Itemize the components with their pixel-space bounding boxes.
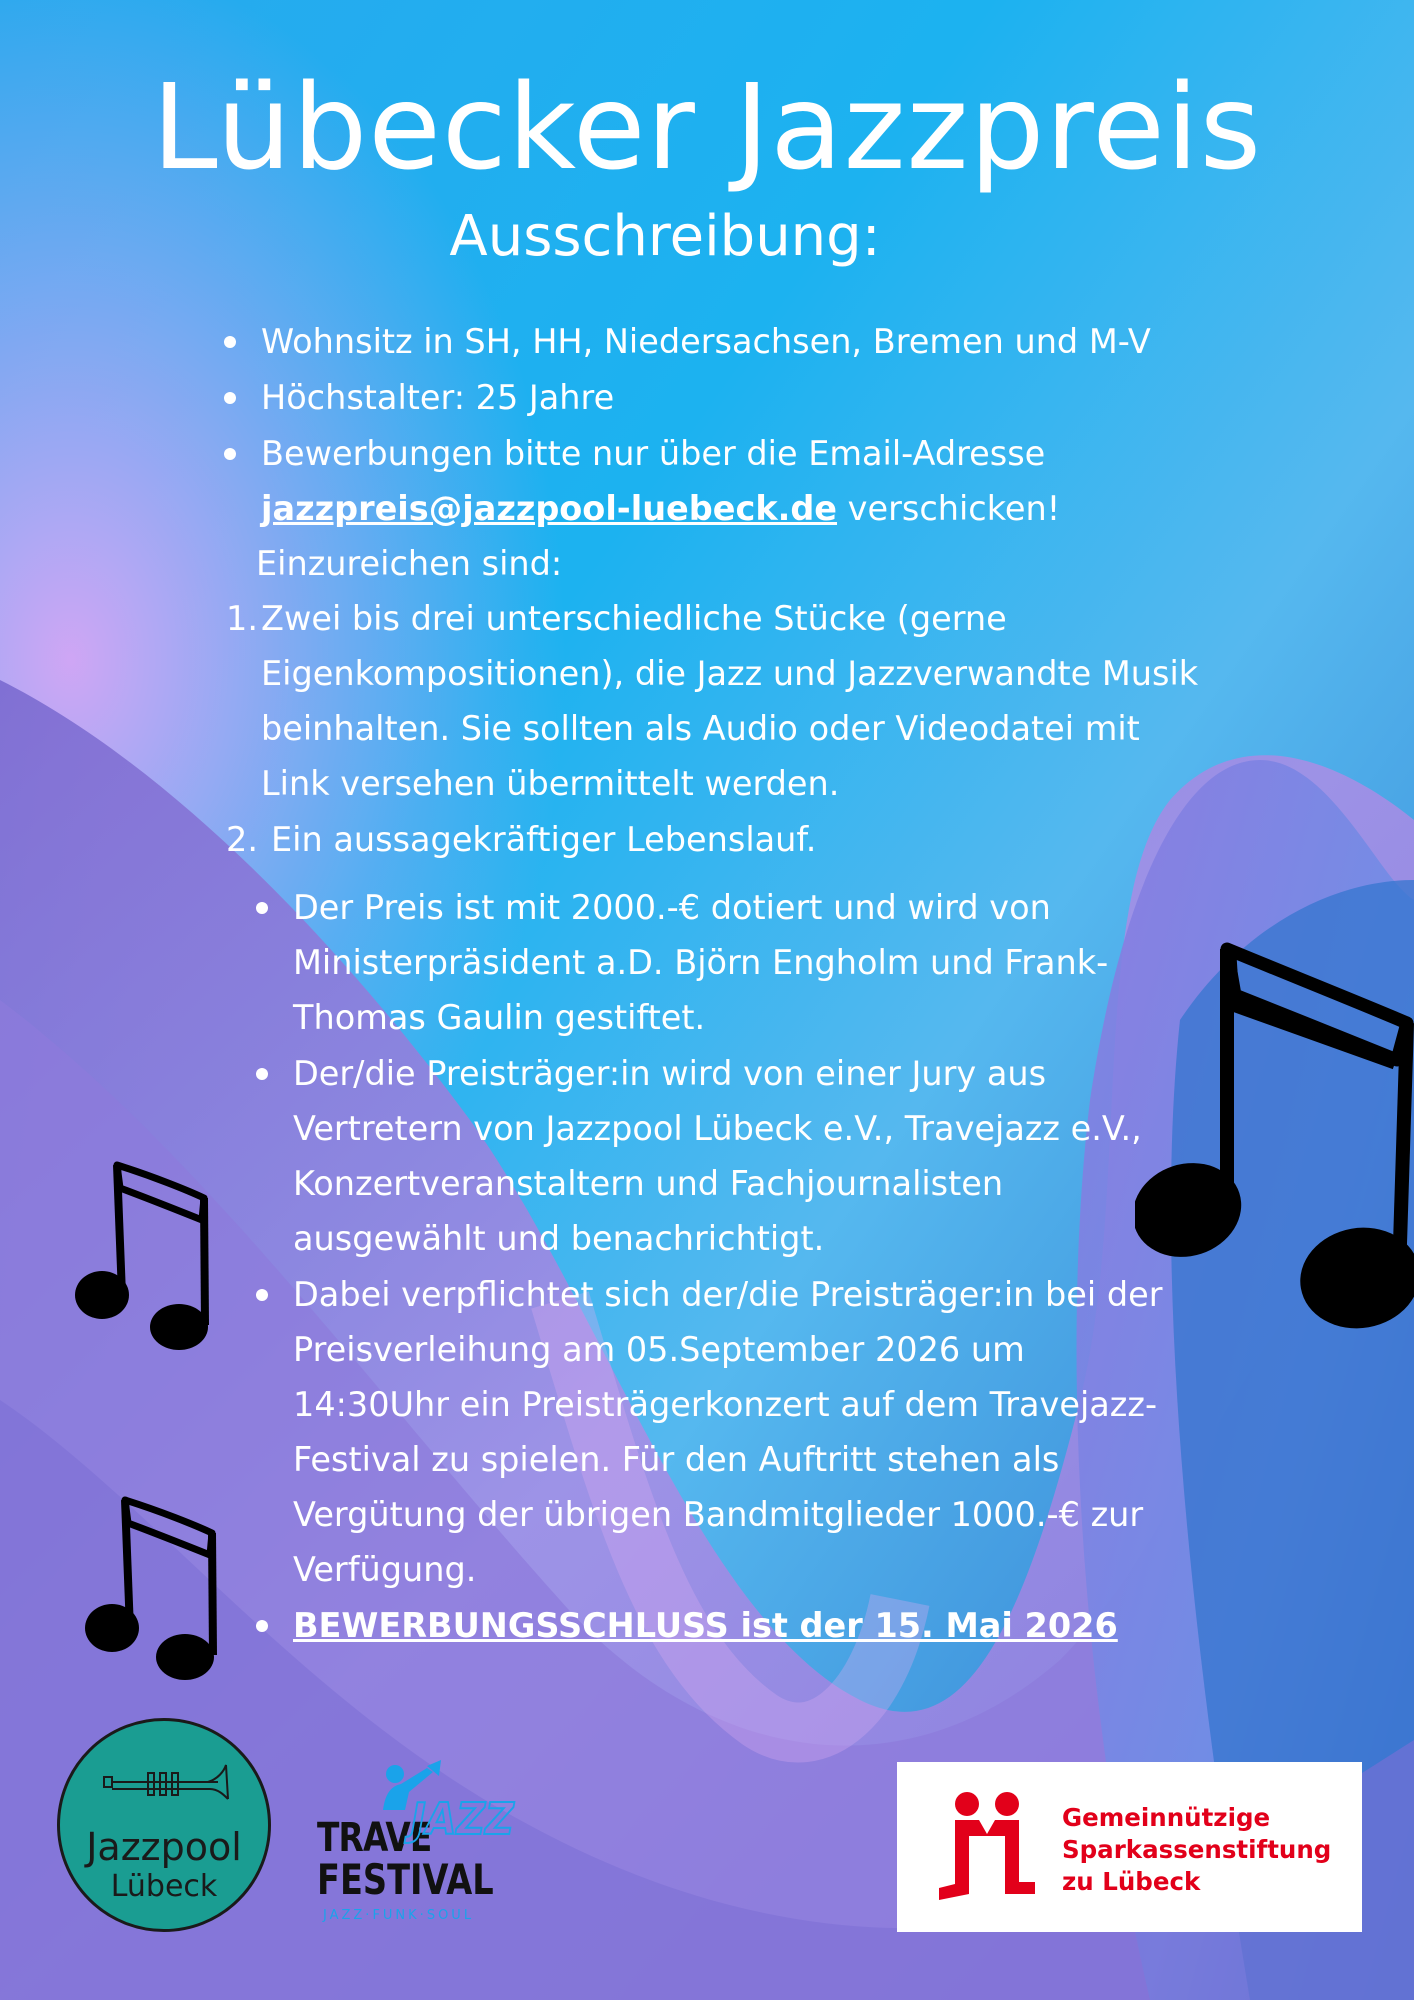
- sparkassenstiftung-line-3: zu Lübeck: [1062, 1867, 1201, 1896]
- deadline-notice: BEWERBUNGSSCHLUSS ist der 15. Mai 2026: [293, 1606, 1118, 1645]
- bullet-dot: [256, 1289, 268, 1301]
- list-number: 2.: [226, 820, 258, 859]
- page-title: Lübecker Jazzpreis: [151, 58, 1263, 196]
- detail-jury-line: Der/die Preisträger:in wird von einer Jury aus: [293, 1054, 1047, 1093]
- jazzpool-logo-name: Jazzpool: [86, 1825, 242, 1869]
- page-subtitle: Ausschreibung:: [449, 204, 881, 269]
- requirement-email-intro: Bewerbungen bitte nur über die Email-Adresse: [261, 434, 1046, 473]
- list-number: 1.: [226, 599, 258, 638]
- email-link[interactable]: jazzpreis@jazzpool-luebeck.de: [261, 489, 838, 528]
- detail-jury-line: Vertretern von Jazzpool Lübeck e.V., Travejazz e.V.,: [293, 1109, 1142, 1148]
- detail-concert-line: Vergütung der übrigen Bandmitglieder 1000.-€ zur: [293, 1495, 1144, 1534]
- submission-item-1-line: Link versehen übermittelt werden.: [261, 764, 840, 803]
- travejazz-logo-word-jazz: JAZZ: [411, 1794, 514, 1845]
- detail-prize-line: Der Preis ist mit 2000.-€ dotiert und wird von: [293, 888, 1051, 927]
- bullet-dot: [224, 336, 236, 348]
- sparkassenstiftung-logo: [897, 1762, 1362, 1932]
- bullet-dot: [256, 1068, 268, 1080]
- detail-prize-line: Thomas Gaulin gestiftet.: [293, 998, 706, 1037]
- music-note-icon: [72, 1160, 217, 1355]
- submission-item-1-line: beinhalten. Sie sollten als Audio oder Videodatei mit: [261, 709, 1140, 748]
- submission-item-1-line: Eigenkompositionen), die Jazz und Jazzverwandte Musik: [261, 654, 1199, 693]
- sparkassenstiftung-line-2: Sparkassenstiftung: [1062, 1835, 1332, 1864]
- requirement-age: Höchstalter: 25 Jahre: [261, 378, 615, 417]
- trumpet-icon: [100, 1763, 234, 1803]
- submission-item-2-line: Ein aussagekräftiger Lebenslauf.: [271, 820, 817, 859]
- travejazz-logo-word: TRAVE: [317, 1815, 432, 1861]
- detail-concert-line: 14:30Uhr ein Preisträgerkonzert auf dem Travejazz-: [293, 1385, 1158, 1424]
- sparkassenstiftung-logo-text: [1062, 1802, 1331, 1898]
- detail-concert-line: Festival zu spielen. Für den Auftritt stehen als: [293, 1440, 1060, 1479]
- bullet-dot: [224, 448, 236, 460]
- email-suffix: verschicken!: [837, 489, 1061, 528]
- bullet-dot: [256, 902, 268, 914]
- bullet-dot: [224, 392, 236, 404]
- detail-concert-line: Dabei verpflichtet sich der/die Preisträger:in bei der: [293, 1275, 1163, 1314]
- detail-jury-line: ausgewählt und benachrichtigt.: [293, 1219, 825, 1258]
- detail-jury-line: Konzertveranstaltern und Fachjournalisten: [293, 1164, 1004, 1203]
- requirement-residence: Wohnsitz in SH, HH, Niedersachsen, Bremen und M-V: [261, 322, 1151, 361]
- detail-prize-line: Ministerpräsident a.D. Björn Engholm und Frank-: [293, 943, 1109, 982]
- jazzpool-logo-city: Lübeck: [110, 1869, 218, 1904]
- music-note-icon: [80, 1495, 225, 1690]
- detail-concert-line: Preisverleihung am 05.September 2026 um: [293, 1330, 1025, 1369]
- bullet-dot: [256, 1620, 268, 1632]
- music-note-icon: [1135, 935, 1414, 1335]
- submission-heading: Einzureichen sind:: [256, 544, 563, 583]
- detail-concert-line: Verfügung.: [293, 1550, 477, 1589]
- sparkassenstiftung-line-1: Gemeinnützige: [1062, 1803, 1271, 1832]
- travejazz-festival-logo: [315, 1760, 515, 1930]
- stiftung-figures-icon: [935, 1790, 1045, 1910]
- travejazz-logo-festival: FESTIVAL: [317, 1855, 494, 1904]
- email-line: [261, 481, 1060, 537]
- submission-item-1-line: Zwei bis drei unterschiedliche Stücke (gerne: [261, 599, 1007, 638]
- jazzpool-logo: [57, 1718, 271, 1932]
- travejazz-logo-tagline: JAZZ·FUNK·SOUL: [323, 1908, 475, 1923]
